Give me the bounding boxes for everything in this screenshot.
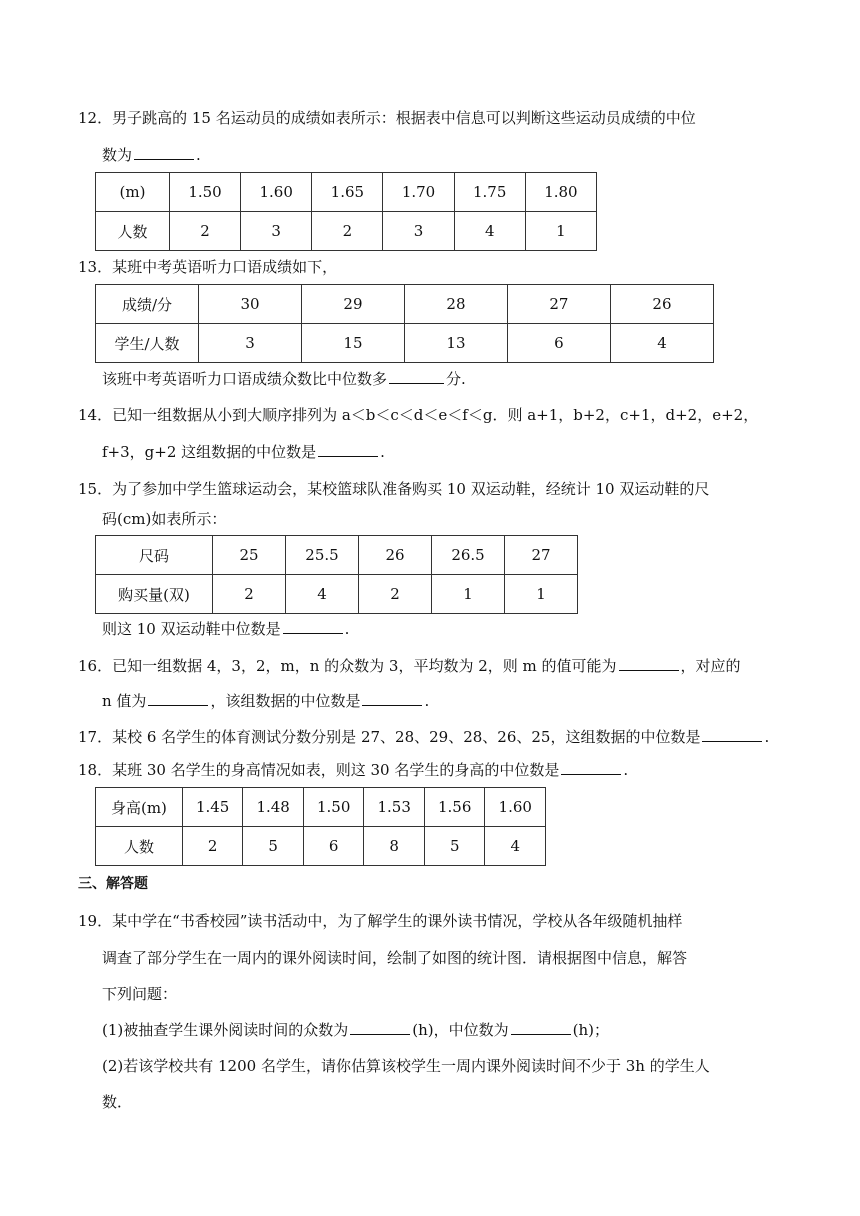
table-cell: 28 bbox=[404, 285, 507, 324]
q14-text: 已知一组数据从小到大顺序排列为 a＜b＜c＜d＜e＜f＜g．则 a+1，b+2，c+1，d+2，e+2， bbox=[112, 406, 759, 424]
q13-line1 bbox=[78, 256, 337, 278]
q18-answer-blank[interactable] bbox=[561, 760, 621, 775]
q13-table bbox=[95, 284, 714, 363]
table-cell: 人数 bbox=[96, 212, 170, 251]
q17-number: 17． bbox=[78, 728, 113, 746]
q17-text: 某校 6 名学生的体育测试分数分别是 27、28、29、28、26、25，这组数据的中位数是 bbox=[112, 728, 701, 746]
q15-after-text: 则这 10 双运动鞋中位数是 bbox=[102, 620, 281, 638]
table-cell: 人数 bbox=[96, 827, 183, 866]
table-cell: 4 bbox=[285, 575, 358, 614]
q12-line2 bbox=[102, 144, 201, 166]
table-row bbox=[96, 575, 578, 614]
q14-line2 bbox=[102, 441, 385, 463]
q15-table bbox=[95, 535, 578, 614]
q14-line1 bbox=[78, 404, 758, 426]
table-cell: 1 bbox=[431, 575, 504, 614]
q18-line1 bbox=[78, 759, 628, 781]
table-cell: 2 bbox=[213, 575, 286, 614]
q18-table bbox=[95, 787, 546, 866]
table-cell: 2 bbox=[169, 212, 240, 251]
table-cell: 25 bbox=[213, 536, 286, 575]
table-cell: 1.75 bbox=[454, 173, 525, 212]
table-row bbox=[96, 173, 597, 212]
q13-after-unit: 分. bbox=[446, 370, 466, 388]
q12-line1 bbox=[78, 107, 696, 129]
q19-text: 某中学在“书香校园”读书活动中，为了解学生的课外读书情况，学校从各年级随机抽样 bbox=[112, 912, 683, 930]
table-cell: 4 bbox=[610, 324, 713, 363]
q15-line2: 码(cm)如表所示： bbox=[102, 510, 227, 528]
table-cell: 30 bbox=[199, 285, 302, 324]
table-cell: 1.60 bbox=[241, 173, 312, 212]
q19-number: 19． bbox=[78, 912, 113, 930]
q16-text2b: ，该组数据的中位数是 bbox=[210, 692, 361, 710]
table-row bbox=[96, 324, 714, 363]
table-cell: (m) bbox=[96, 173, 170, 212]
q15-text: 为了参加中学生篮球运动会，某校篮球队准备购买 10 双运动鞋，经统计 10 双运动鞋的尺 bbox=[112, 480, 710, 498]
table-cell: 4 bbox=[485, 827, 546, 866]
q16-median-blank[interactable] bbox=[362, 691, 422, 706]
q14-answer-blank[interactable] bbox=[318, 442, 378, 457]
q15-after bbox=[102, 618, 349, 640]
table-row bbox=[96, 536, 578, 575]
q19-line3: 下列问题： bbox=[102, 985, 178, 1003]
table-cell: 成绩/分 bbox=[96, 285, 199, 324]
table-cell: 26.5 bbox=[431, 536, 504, 575]
q18-text: 某班 30 名学生的身高情况如表，则这 30 名学生的身高的中位数是 bbox=[112, 761, 560, 779]
q13-number: 13． bbox=[78, 258, 113, 276]
table-cell: 6 bbox=[507, 324, 610, 363]
table-cell: 26 bbox=[610, 285, 713, 324]
section-heading: 三、解答题 bbox=[78, 876, 148, 892]
table-cell: 2 bbox=[359, 575, 432, 614]
table-cell: 29 bbox=[301, 285, 404, 324]
q18-period: . bbox=[623, 761, 629, 779]
table-cell: 3 bbox=[241, 212, 312, 251]
q17-line1 bbox=[78, 726, 769, 748]
q16-text2: n 值为 bbox=[102, 692, 147, 710]
table-cell: 5 bbox=[424, 827, 485, 866]
q12-period: . bbox=[196, 146, 201, 164]
q19-mode-blank[interactable] bbox=[350, 1020, 410, 1035]
table-row bbox=[96, 285, 714, 324]
q15-answer-blank[interactable] bbox=[283, 619, 343, 634]
q16-n-blank[interactable] bbox=[148, 691, 208, 706]
q16-line2 bbox=[102, 690, 429, 712]
q19-p1-text-c: (h)； bbox=[572, 1021, 609, 1039]
table-row bbox=[96, 788, 546, 827]
table-cell: 27 bbox=[507, 285, 610, 324]
q17-period: . bbox=[764, 728, 770, 746]
q19-p1-text: (1)被抽查学生课外阅读时间的众数为 bbox=[102, 1021, 349, 1039]
q19-part2: (2)若该学校共有 1200 名学生，请你估算该校学生一周内课外阅读时间不少于 3h 的学生人 bbox=[102, 1057, 710, 1075]
table-cell: 尺码 bbox=[96, 536, 213, 575]
q19-line1 bbox=[78, 910, 682, 932]
q16-m-blank[interactable] bbox=[619, 656, 679, 671]
table-cell: 购买量(双) bbox=[96, 575, 213, 614]
table-cell: 3 bbox=[383, 212, 454, 251]
table-cell: 4 bbox=[454, 212, 525, 251]
q19-part1 bbox=[102, 1019, 609, 1041]
q19-median-blank[interactable] bbox=[511, 1020, 571, 1035]
table-cell: 1.48 bbox=[243, 788, 304, 827]
table-cell: 学生/人数 bbox=[96, 324, 199, 363]
q14-text2: f+3，g+2 这组数据的中位数是 bbox=[102, 443, 317, 461]
table-cell: 1 bbox=[525, 212, 596, 251]
table-row bbox=[96, 212, 597, 251]
q12-text: 男子跳高的 15 名运动员的成绩如表所示：根据表中信息可以判断这些运动员成绩的中位 bbox=[112, 109, 696, 127]
table-cell: 1.80 bbox=[525, 173, 596, 212]
table-cell: 25.5 bbox=[285, 536, 358, 575]
table-cell: 2 bbox=[312, 212, 383, 251]
table-cell: 6 bbox=[303, 827, 364, 866]
q15-period: . bbox=[344, 620, 350, 638]
table-row bbox=[96, 827, 546, 866]
table-cell: 13 bbox=[404, 324, 507, 363]
table-cell: 2 bbox=[182, 827, 243, 866]
table-cell: 1.70 bbox=[383, 173, 454, 212]
q14-period: . bbox=[380, 443, 385, 461]
q13-text: 某班中考英语听力口语成绩如下， bbox=[112, 258, 338, 276]
q16-line1 bbox=[78, 655, 741, 677]
q19-part2-cont: 数． bbox=[102, 1093, 133, 1111]
table-cell: 8 bbox=[364, 827, 425, 866]
table-cell: 1.50 bbox=[169, 173, 240, 212]
table-cell: 15 bbox=[301, 324, 404, 363]
table-cell: 1.65 bbox=[312, 173, 383, 212]
table-cell: 26 bbox=[359, 536, 432, 575]
q12-number: 12． bbox=[78, 109, 113, 127]
q12-answer-blank[interactable] bbox=[134, 145, 194, 160]
table-cell: 1.45 bbox=[182, 788, 243, 827]
table-cell: 5 bbox=[243, 827, 304, 866]
q18-number: 18． bbox=[78, 761, 113, 779]
table-cell: 1.53 bbox=[364, 788, 425, 827]
q19-p1-text-b: (h)，中位数为 bbox=[412, 1021, 509, 1039]
q15-line1 bbox=[78, 478, 709, 500]
q13-answer-blank[interactable] bbox=[389, 369, 444, 384]
q15-number: 15． bbox=[78, 480, 113, 498]
table-cell: 1.50 bbox=[303, 788, 364, 827]
q12-text2: 数为 bbox=[102, 146, 133, 164]
q17-answer-blank[interactable] bbox=[702, 727, 762, 742]
q16-text-b: ，对应的 bbox=[680, 657, 741, 675]
table-cell: 1 bbox=[505, 575, 578, 614]
table-cell: 1.56 bbox=[424, 788, 485, 827]
table-cell: 身高(m) bbox=[96, 788, 183, 827]
q16-text: 已知一组数据 4，3，2，m，n 的众数为 3，平均数为 2，则 m 的值可能为 bbox=[112, 657, 617, 675]
table-cell: 1.60 bbox=[485, 788, 546, 827]
q13-after-text: 该班中考英语听力口语成绩众数比中位数多 bbox=[102, 370, 388, 388]
q13-after bbox=[102, 368, 466, 390]
q12-table bbox=[95, 172, 597, 251]
q19-line2: 调查了部分学生在一周内的课外阅读时间，绘制了如图的统计图．请根据图中信息，解答 bbox=[102, 949, 688, 967]
q14-number: 14． bbox=[78, 406, 113, 424]
table-cell: 3 bbox=[199, 324, 302, 363]
q16-period: . bbox=[424, 692, 430, 710]
table-cell: 27 bbox=[505, 536, 578, 575]
q16-number: 16． bbox=[78, 657, 113, 675]
